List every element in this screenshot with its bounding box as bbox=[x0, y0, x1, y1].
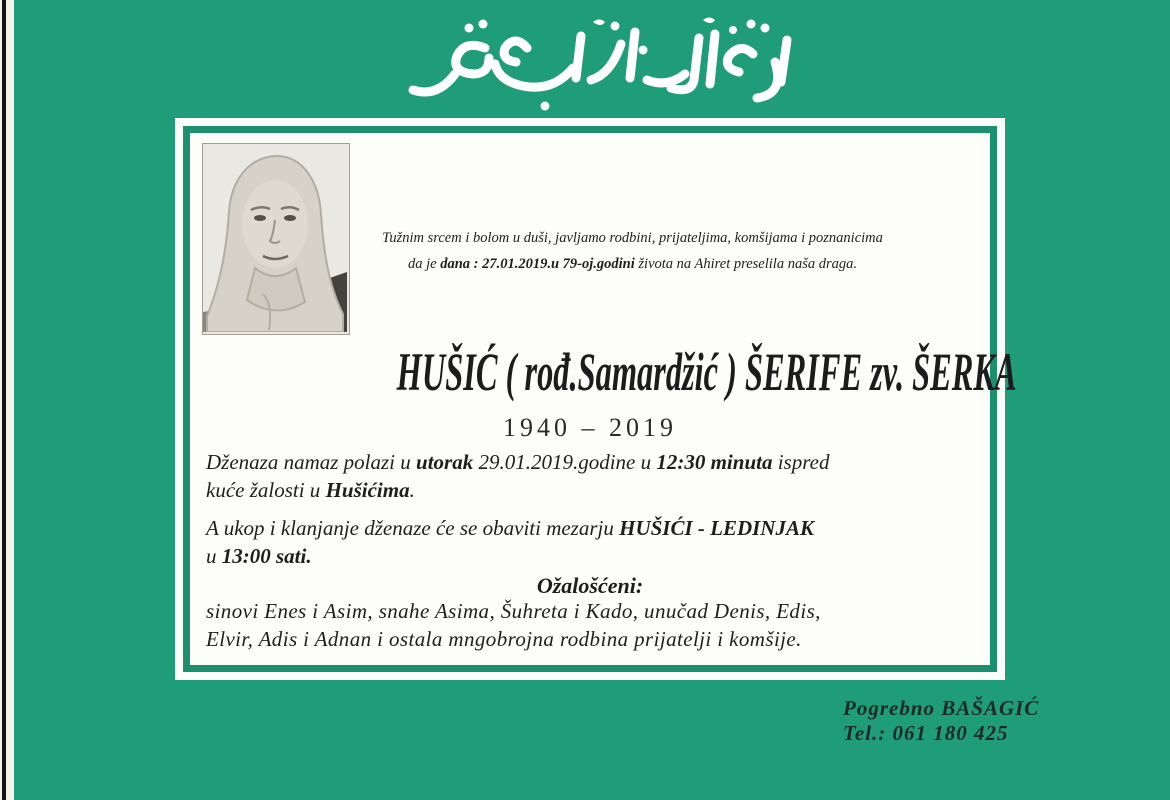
life-years: 1940 – 2019 bbox=[503, 413, 677, 442]
intro-line1: Tužnim srcem i bolom u duši, javljamo rodbini, prijateljima, komšijama i poznanicima bbox=[382, 230, 883, 246]
portrait-photo bbox=[202, 143, 350, 335]
arabic-calligraphy-icon bbox=[385, 14, 805, 116]
intro-line2-pre: da je bbox=[408, 256, 441, 272]
burial-paragraph bbox=[206, 514, 986, 570]
funeral-home-phone: Tel.: 061 180 425 bbox=[843, 721, 1009, 745]
funeral-text: ispred bbox=[772, 450, 830, 474]
deceased-name: HUŠIĆ ( rođ.Samardžić ) ŠERIFE zv. ŠERKA bbox=[396, 342, 1017, 402]
burial-text: A ukop i klanjanje dženaze će se obaviti mezarju bbox=[206, 516, 620, 540]
funeral-place: Hušićima bbox=[325, 478, 410, 502]
funeral-home-footer bbox=[843, 696, 1039, 746]
mourners-list bbox=[206, 598, 991, 653]
intro-line2-post: života na Ahiret preselila naša draga. bbox=[634, 256, 857, 272]
mourners-line2: Elvir, Adis i Adnan i ostala mngobrojna rodbina prijatelji i komšije. bbox=[206, 626, 802, 651]
funeral-time: 12:30 minuta bbox=[656, 450, 773, 474]
notice-card-frame bbox=[183, 126, 1017, 672]
funeral-text: kuće žalosti u bbox=[206, 478, 326, 502]
funeral-paragraph bbox=[206, 448, 986, 504]
funeral-text: 29.01.2019.godine u bbox=[473, 450, 657, 474]
deceased-name-row bbox=[190, 341, 1017, 403]
intro-paragraph bbox=[380, 225, 885, 277]
funeral-text: . bbox=[409, 478, 415, 502]
funeral-text: Dženaza namaz polazi u bbox=[206, 450, 417, 474]
burial-cemetery: HUŠIĆI - LEDINJAK bbox=[619, 516, 814, 540]
burial-text: u bbox=[206, 544, 222, 568]
funeral-home-prefix: Pogrebno bbox=[843, 696, 942, 720]
funeral-day: utorak bbox=[416, 450, 474, 474]
mourners-heading: Ožalošćeni: bbox=[536, 573, 644, 598]
death-date: dana : 27.01.2019.u 79-oj.godini bbox=[440, 256, 635, 272]
funeral-home-name: BAŠAGIĆ bbox=[941, 696, 1040, 720]
burial-time: 13:00 sati. bbox=[221, 544, 312, 568]
scan-edge-line bbox=[2, 0, 6, 800]
notice-card bbox=[175, 118, 1017, 680]
mourners-line1: sinovi Enes i Asim, snahe Asima, Šuhreta i Kado, unučad Denis, Edis, bbox=[206, 599, 821, 623]
